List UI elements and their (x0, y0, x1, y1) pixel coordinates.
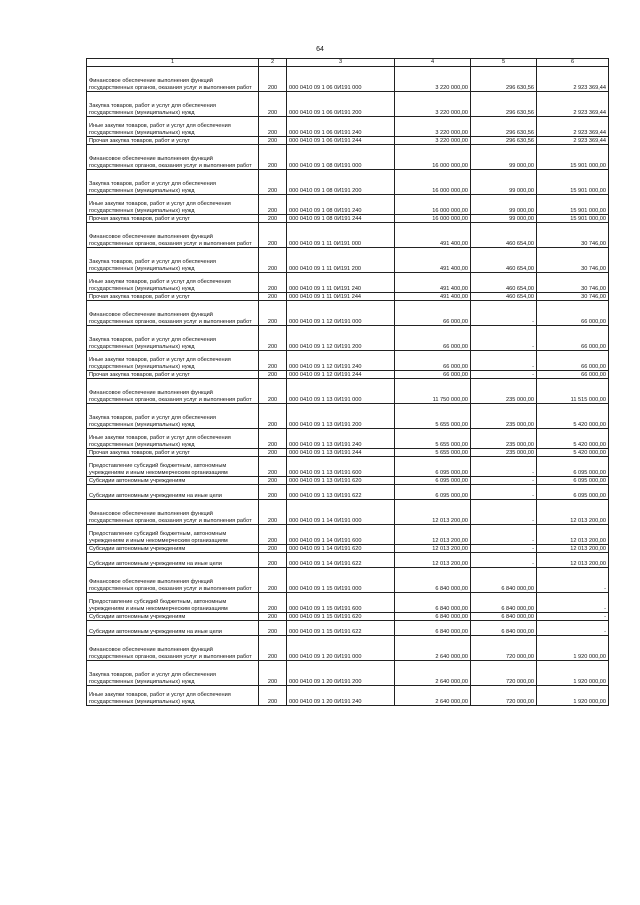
row-name-cell: Предоставление субсидий бюджетным, автономным учреждениям и иным некоммерческим организациям (87, 457, 259, 477)
row-kbk-cell: 000 0410 09 1 11 0И191 240 (287, 273, 395, 293)
row-approved-cell: 491 400,00 (395, 248, 471, 273)
row-code-cell: 200 (259, 525, 287, 545)
row-remaining-cell: 12 013 200,00 (537, 525, 609, 545)
table-body (87, 67, 609, 706)
row-name-cell: Прочая закупка товаров, работ и услуг (87, 371, 259, 379)
row-code-cell: 200 (259, 293, 287, 301)
row-executed-cell: 460 654,00 (471, 223, 537, 248)
row-remaining-cell: 1 920 000,00 (537, 636, 609, 661)
row-kbk-cell: 000 0410 09 1 14 0И191 000 (287, 500, 395, 525)
row-executed-cell: - (471, 477, 537, 485)
row-remaining-cell: 5 420 000,00 (537, 404, 609, 429)
table-row (87, 92, 609, 117)
row-approved-cell: 6 095 000,00 (395, 477, 471, 485)
row-approved-cell: 6 840 000,00 (395, 568, 471, 593)
row-kbk-cell: 000 0410 09 1 14 0И191 600 (287, 525, 395, 545)
column-header-4: 4 (395, 59, 471, 67)
row-kbk-cell: 000 0410 09 1 11 0И191 244 (287, 293, 395, 301)
row-code-cell: 200 (259, 457, 287, 477)
row-code-cell: 200 (259, 545, 287, 553)
row-remaining-cell: 30 746,00 (537, 248, 609, 273)
row-approved-cell: 491 400,00 (395, 293, 471, 301)
row-remaining-cell: 15 901 000,00 (537, 145, 609, 170)
row-name-cell: Закупка товаров, работ и услуг для обеспечения государственных (муниципальных) нужд (87, 170, 259, 195)
table-row (87, 145, 609, 170)
table-header (87, 59, 609, 67)
row-name-cell: Субсидии автономным учреждениям (87, 545, 259, 553)
row-approved-cell: 491 400,00 (395, 273, 471, 293)
row-kbk-cell: 000 0410 09 1 15 0И191 600 (287, 593, 395, 613)
row-name-cell: Иные закупки товаров, работ и услуг для обеспечения государственных (муниципальных) нужд (87, 686, 259, 706)
row-remaining-cell: 2 923 369,44 (537, 92, 609, 117)
row-approved-cell: 12 013 200,00 (395, 545, 471, 553)
row-kbk-cell: 000 0410 09 1 08 0И191 240 (287, 195, 395, 215)
row-approved-cell: 3 220 000,00 (395, 117, 471, 137)
row-name-cell: Субсидии автономным учреждениям на иные цели (87, 485, 259, 500)
row-executed-cell: 460 654,00 (471, 273, 537, 293)
row-remaining-cell: - (537, 593, 609, 613)
table-row (87, 661, 609, 686)
row-executed-cell: 235 000,00 (471, 429, 537, 449)
table-row (87, 593, 609, 613)
row-kbk-cell: 000 0410 09 1 13 0И191 622 (287, 485, 395, 500)
row-remaining-cell: 1 920 000,00 (537, 686, 609, 706)
row-executed-cell: 99 000,00 (471, 170, 537, 195)
row-executed-cell: 99 000,00 (471, 195, 537, 215)
row-kbk-cell: 000 0410 09 1 11 0И191 200 (287, 248, 395, 273)
table-row (87, 137, 609, 145)
row-executed-cell: - (471, 326, 537, 351)
row-executed-cell: 6 840 000,00 (471, 568, 537, 593)
row-executed-cell: 296 630,56 (471, 67, 537, 92)
row-approved-cell: 66 000,00 (395, 371, 471, 379)
row-code-cell: 200 (259, 636, 287, 661)
row-name-cell: Иные закупки товаров, работ и услуг для обеспечения государственных (муниципальных) нужд (87, 117, 259, 137)
table-row (87, 293, 609, 301)
row-name-cell: Финансовое обеспечение выполнения функций государственных органов, оказания услуг и выполнения работ (87, 379, 259, 404)
row-approved-cell: 6 095 000,00 (395, 485, 471, 500)
table-row (87, 404, 609, 429)
row-kbk-cell: 000 0410 09 1 06 0И191 200 (287, 92, 395, 117)
row-kbk-cell: 000 0410 09 1 06 0И191 000 (287, 67, 395, 92)
row-remaining-cell: 2 923 369,44 (537, 137, 609, 145)
row-name-cell: Закупка товаров, работ и услуг для обеспечения государственных (муниципальных) нужд (87, 248, 259, 273)
row-code-cell: 200 (259, 379, 287, 404)
row-remaining-cell: 30 746,00 (537, 273, 609, 293)
row-kbk-cell: 000 0410 09 1 08 0И191 244 (287, 215, 395, 223)
row-remaining-cell: - (537, 568, 609, 593)
row-executed-cell: - (471, 525, 537, 545)
column-header-2: 2 (259, 59, 287, 67)
row-remaining-cell: 15 901 000,00 (537, 195, 609, 215)
row-executed-cell: - (471, 553, 537, 568)
row-code-cell: 200 (259, 326, 287, 351)
row-name-cell: Иные закупки товаров, работ и услуг для обеспечения государственных (муниципальных) нужд (87, 351, 259, 371)
row-code-cell: 200 (259, 485, 287, 500)
row-approved-cell: 16 000 000,00 (395, 195, 471, 215)
row-remaining-cell: - (537, 621, 609, 636)
row-name-cell: Закупка товаров, работ и услуг для обеспечения государственных (муниципальных) нужд (87, 404, 259, 429)
row-remaining-cell: 66 000,00 (537, 371, 609, 379)
row-executed-cell: 6 840 000,00 (471, 593, 537, 613)
row-remaining-cell: 6 095 000,00 (537, 457, 609, 477)
row-code-cell: 200 (259, 449, 287, 457)
row-remaining-cell: 5 420 000,00 (537, 429, 609, 449)
row-code-cell: 200 (259, 404, 287, 429)
table-row (87, 248, 609, 273)
table-row (87, 485, 609, 500)
row-remaining-cell: 15 901 000,00 (537, 170, 609, 195)
row-remaining-cell: 2 923 369,44 (537, 67, 609, 92)
table-row (87, 449, 609, 457)
row-executed-cell: - (471, 500, 537, 525)
row-approved-cell: 66 000,00 (395, 326, 471, 351)
row-kbk-cell: 000 0410 09 1 20 0И191 200 (287, 661, 395, 686)
table-row (87, 170, 609, 195)
row-kbk-cell: 000 0410 09 1 12 0И191 240 (287, 351, 395, 371)
row-executed-cell: 720 000,00 (471, 686, 537, 706)
row-approved-cell: 12 013 200,00 (395, 525, 471, 545)
row-kbk-cell: 000 0410 09 1 13 0И191 620 (287, 477, 395, 485)
row-approved-cell: 2 640 000,00 (395, 686, 471, 706)
row-remaining-cell: 30 746,00 (537, 223, 609, 248)
row-remaining-cell: 6 095 000,00 (537, 477, 609, 485)
row-executed-cell: 296 630,56 (471, 137, 537, 145)
table-row (87, 429, 609, 449)
table-row (87, 215, 609, 223)
table-row (87, 553, 609, 568)
row-kbk-cell: 000 0410 09 1 12 0И191 000 (287, 301, 395, 326)
row-code-cell: 200 (259, 371, 287, 379)
row-name-cell: Закупка товаров, работ и услуг для обеспечения государственных (муниципальных) нужд (87, 92, 259, 117)
table-row (87, 117, 609, 137)
row-kbk-cell: 000 0410 09 1 12 0И191 244 (287, 371, 395, 379)
table-row (87, 500, 609, 525)
row-remaining-cell: - (537, 613, 609, 621)
row-remaining-cell: 15 901 000,00 (537, 215, 609, 223)
row-executed-cell: 99 000,00 (471, 145, 537, 170)
row-approved-cell: 16 000 000,00 (395, 145, 471, 170)
table-row (87, 613, 609, 621)
row-code-cell: 200 (259, 273, 287, 293)
row-code-cell: 200 (259, 593, 287, 613)
row-executed-cell: 460 654,00 (471, 248, 537, 273)
row-executed-cell: - (471, 371, 537, 379)
row-kbk-cell: 000 0410 09 1 13 0И191 200 (287, 404, 395, 429)
row-remaining-cell: 2 923 369,44 (537, 117, 609, 137)
row-name-cell: Прочая закупка товаров, работ и услуг (87, 449, 259, 457)
row-kbk-cell: 000 0410 09 1 13 0И191 244 (287, 449, 395, 457)
row-executed-cell: 460 654,00 (471, 293, 537, 301)
budget-execution-table (86, 58, 609, 706)
table-row (87, 195, 609, 215)
row-executed-cell: 235 000,00 (471, 404, 537, 429)
row-kbk-cell: 000 0410 09 1 14 0И191 620 (287, 545, 395, 553)
row-approved-cell: 6 840 000,00 (395, 613, 471, 621)
row-name-cell: Субсидии автономным учреждениям (87, 613, 259, 621)
table-row (87, 525, 609, 545)
row-executed-cell: 6 840 000,00 (471, 613, 537, 621)
header-row (87, 59, 609, 67)
row-approved-cell: 5 655 000,00 (395, 449, 471, 457)
page-number: 64 (316, 46, 324, 53)
row-approved-cell: 2 640 000,00 (395, 636, 471, 661)
row-code-cell: 200 (259, 215, 287, 223)
row-code-cell: 200 (259, 477, 287, 485)
row-executed-cell: - (471, 545, 537, 553)
column-header-3: 3 (287, 59, 395, 67)
row-approved-cell: 12 013 200,00 (395, 500, 471, 525)
table-row (87, 568, 609, 593)
row-name-cell: Иные закупки товаров, работ и услуг для обеспечения государственных (муниципальных) нужд (87, 195, 259, 215)
row-executed-cell: 720 000,00 (471, 636, 537, 661)
row-name-cell: Финансовое обеспечение выполнения функций государственных органов, оказания услуг и выполнения работ (87, 223, 259, 248)
row-approved-cell: 66 000,00 (395, 301, 471, 326)
row-code-cell: 200 (259, 621, 287, 636)
table-row (87, 477, 609, 485)
row-name-cell: Финансовое обеспечение выполнения функций государственных органов, оказания услуг и выполнения работ (87, 636, 259, 661)
row-approved-cell: 491 400,00 (395, 223, 471, 248)
row-code-cell: 200 (259, 500, 287, 525)
table-row (87, 301, 609, 326)
row-code-cell: 200 (259, 92, 287, 117)
row-kbk-cell: 000 0410 09 1 15 0И191 620 (287, 613, 395, 621)
table-row (87, 371, 609, 379)
row-kbk-cell: 000 0410 09 1 14 0И191 622 (287, 553, 395, 568)
row-approved-cell: 12 013 200,00 (395, 553, 471, 568)
row-kbk-cell: 000 0410 09 1 12 0И191 200 (287, 326, 395, 351)
row-code-cell: 200 (259, 553, 287, 568)
row-name-cell: Прочая закупка товаров, работ и услуг (87, 137, 259, 145)
row-kbk-cell: 000 0410 09 1 13 0И191 000 (287, 379, 395, 404)
row-executed-cell: 296 630,56 (471, 92, 537, 117)
row-code-cell: 200 (259, 117, 287, 137)
row-executed-cell: 720 000,00 (471, 661, 537, 686)
row-name-cell: Прочая закупка товаров, работ и услуг (87, 293, 259, 301)
row-kbk-cell: 000 0410 09 1 13 0И191 240 (287, 429, 395, 449)
row-name-cell: Финансовое обеспечение выполнения функций государственных органов, оказания услуг и выполнения работ (87, 568, 259, 593)
row-approved-cell: 6 840 000,00 (395, 593, 471, 613)
row-name-cell: Финансовое обеспечение выполнения функций государственных органов, оказания услуг и выполнения работ (87, 500, 259, 525)
row-kbk-cell: 000 0410 09 1 20 0И191 000 (287, 636, 395, 661)
row-approved-cell: 2 640 000,00 (395, 661, 471, 686)
row-approved-cell: 5 655 000,00 (395, 429, 471, 449)
row-code-cell: 200 (259, 568, 287, 593)
row-remaining-cell: 30 746,00 (537, 293, 609, 301)
row-executed-cell: - (471, 351, 537, 371)
table-row (87, 621, 609, 636)
row-name-cell: Субсидии автономным учреждениям на иные цели (87, 553, 259, 568)
row-remaining-cell: 11 515 000,00 (537, 379, 609, 404)
table-row (87, 351, 609, 371)
row-name-cell: Предоставление субсидий бюджетным, автономным учреждениям и иным некоммерческим организациям (87, 593, 259, 613)
row-code-cell: 200 (259, 145, 287, 170)
row-executed-cell: 6 840 000,00 (471, 621, 537, 636)
row-executed-cell: - (471, 301, 537, 326)
row-kbk-cell: 000 0410 09 1 13 0И191 600 (287, 457, 395, 477)
row-code-cell: 200 (259, 686, 287, 706)
row-remaining-cell: 12 013 200,00 (537, 545, 609, 553)
row-kbk-cell: 000 0410 09 1 20 0И191 240 (287, 686, 395, 706)
row-name-cell: Финансовое обеспечение выполнения функций государственных органов, оказания услуг и выполнения работ (87, 67, 259, 92)
row-remaining-cell: 66 000,00 (537, 301, 609, 326)
row-name-cell: Финансовое обеспечение выполнения функций государственных органов, оказания услуг и выполнения работ (87, 145, 259, 170)
row-executed-cell: 296 630,56 (471, 117, 537, 137)
row-remaining-cell: 5 420 000,00 (537, 449, 609, 457)
row-remaining-cell: 66 000,00 (537, 351, 609, 371)
row-approved-cell: 3 220 000,00 (395, 67, 471, 92)
row-remaining-cell: 6 095 000,00 (537, 485, 609, 500)
table-row (87, 457, 609, 477)
row-approved-cell: 16 000 000,00 (395, 215, 471, 223)
row-executed-cell: 235 000,00 (471, 379, 537, 404)
row-name-cell: Предоставление субсидий бюджетным, автономным учреждениям и иным некоммерческим организациям (87, 525, 259, 545)
row-name-cell: Закупка товаров, работ и услуг для обеспечения государственных (муниципальных) нужд (87, 661, 259, 686)
row-code-cell: 200 (259, 67, 287, 92)
column-header-6: 6 (537, 59, 609, 67)
row-approved-cell: 5 655 000,00 (395, 404, 471, 429)
row-executed-cell: - (471, 485, 537, 500)
table-row (87, 223, 609, 248)
row-remaining-cell: 1 920 000,00 (537, 661, 609, 686)
row-approved-cell: 3 220 000,00 (395, 92, 471, 117)
table-row (87, 273, 609, 293)
row-name-cell: Финансовое обеспечение выполнения функций государственных органов, оказания услуг и выполнения работ (87, 301, 259, 326)
row-kbk-cell: 000 0410 09 1 08 0И191 200 (287, 170, 395, 195)
row-executed-cell: 99 000,00 (471, 215, 537, 223)
row-remaining-cell: 12 013 200,00 (537, 553, 609, 568)
row-name-cell: Субсидии автономным учреждениям (87, 477, 259, 485)
row-name-cell: Закупка товаров, работ и услуг для обеспечения государственных (муниципальных) нужд (87, 326, 259, 351)
row-kbk-cell: 000 0410 09 1 15 0И191 622 (287, 621, 395, 636)
row-executed-cell: - (471, 457, 537, 477)
row-kbk-cell: 000 0410 09 1 11 0И191 000 (287, 223, 395, 248)
column-header-5: 5 (471, 59, 537, 67)
row-code-cell: 200 (259, 301, 287, 326)
row-approved-cell: 11 750 000,00 (395, 379, 471, 404)
row-code-cell: 200 (259, 613, 287, 621)
row-remaining-cell: 12 013 200,00 (537, 500, 609, 525)
table-row (87, 545, 609, 553)
row-name-cell: Субсидии автономным учреждениям на иные цели (87, 621, 259, 636)
row-executed-cell: 235 000,00 (471, 449, 537, 457)
column-header-1: 1 (87, 59, 259, 67)
row-code-cell: 200 (259, 661, 287, 686)
row-remaining-cell: 66 000,00 (537, 326, 609, 351)
table-row (87, 326, 609, 351)
row-code-cell: 200 (259, 429, 287, 449)
row-code-cell: 200 (259, 195, 287, 215)
row-approved-cell: 66 000,00 (395, 351, 471, 371)
row-code-cell: 200 (259, 248, 287, 273)
row-code-cell: 200 (259, 137, 287, 145)
table-row (87, 686, 609, 706)
row-approved-cell: 6 095 000,00 (395, 457, 471, 477)
row-kbk-cell: 000 0410 09 1 06 0И191 240 (287, 117, 395, 137)
row-name-cell: Иные закупки товаров, работ и услуг для обеспечения государственных (муниципальных) нужд (87, 429, 259, 449)
row-name-cell: Прочая закупка товаров, работ и услуг (87, 215, 259, 223)
row-name-cell: Иные закупки товаров, работ и услуг для обеспечения государственных (муниципальных) нужд (87, 273, 259, 293)
table-row (87, 636, 609, 661)
table-row (87, 67, 609, 92)
row-code-cell: 200 (259, 223, 287, 248)
row-approved-cell: 6 840 000,00 (395, 621, 471, 636)
table-row (87, 379, 609, 404)
row-code-cell: 200 (259, 170, 287, 195)
row-kbk-cell: 000 0410 09 1 08 0И191 000 (287, 145, 395, 170)
row-kbk-cell: 000 0410 09 1 15 0И191 000 (287, 568, 395, 593)
row-approved-cell: 16 000 000,00 (395, 170, 471, 195)
row-kbk-cell: 000 0410 09 1 06 0И191 244 (287, 137, 395, 145)
row-code-cell: 200 (259, 351, 287, 371)
row-approved-cell: 3 220 000,00 (395, 137, 471, 145)
